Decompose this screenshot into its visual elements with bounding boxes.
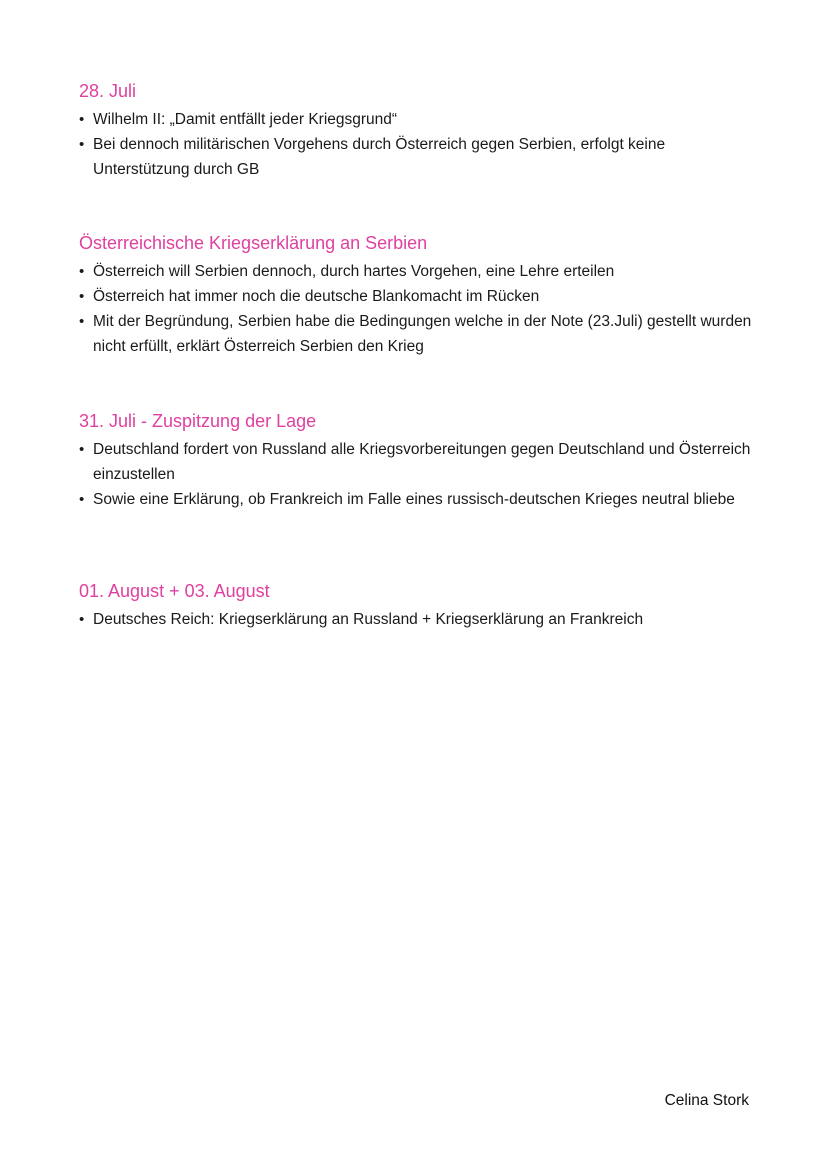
bullet-list xyxy=(79,107,759,182)
bullet-icon: • xyxy=(79,611,85,628)
list-item-text: Österreich will Serbien dennoch, durch hartes Vorgehen, eine Lehre erteilen xyxy=(93,263,615,280)
section-heading: 31. Juli - Zuspitzung der Lage xyxy=(79,411,317,431)
bullet-list xyxy=(79,259,759,359)
list-item-text: Österreich hat immer noch die deutsche Blankomacht im Rücken xyxy=(93,288,540,305)
bullet-icon: • xyxy=(79,491,85,508)
list-item xyxy=(79,107,759,132)
section-heading: 28. Juli xyxy=(79,81,137,101)
list-item-text: Deutschland fordert von Russland alle Kriegsvorbereitungen gegen Deutschland und Österreich einzustellen xyxy=(93,441,751,483)
section-heading: 01. August + 03. August xyxy=(79,581,270,601)
section-28-juli xyxy=(79,79,759,182)
list-item xyxy=(79,132,759,182)
list-item xyxy=(79,259,759,284)
section-31-juli xyxy=(79,409,759,512)
list-item xyxy=(79,309,759,359)
list-item-text: Wilhelm II: „Damit entfällt jeder Kriegsgrund“ xyxy=(93,111,398,128)
list-item-text: Sowie eine Erklärung, ob Frankreich im Falle eines russisch-deutschen Krieges neutral bliebe xyxy=(93,491,735,508)
list-item xyxy=(79,284,759,309)
list-item xyxy=(79,437,759,487)
section-kriegserklaerung-serbien xyxy=(79,231,759,359)
list-item-text: Deutsches Reich: Kriegserklärung an Russland + Kriegserklärung an Frankreich xyxy=(93,611,644,628)
bullet-icon: • xyxy=(79,136,85,153)
bullet-list xyxy=(79,437,759,512)
list-item xyxy=(79,607,759,632)
list-item-text: Mit der Begründung, Serbien habe die Bedingungen welche in der Note (23.Juli) gestellt wurden nicht erfüllt, erklärt Österreich Serbien den Krieg xyxy=(93,313,752,355)
list-item-text: Bei dennoch militärischen Vorgehens durch Österreich gegen Serbien, erfolgt keine Unterstützung durch GB xyxy=(93,136,666,178)
bullet-icon: • xyxy=(79,441,85,458)
section-heading: Österreichische Kriegserklärung an Serbien xyxy=(79,233,428,253)
bullet-icon: • xyxy=(79,263,85,280)
bullet-list xyxy=(79,607,759,632)
bullet-icon: • xyxy=(79,313,85,330)
author-name: Celina Stork xyxy=(664,1092,749,1109)
section-august xyxy=(79,579,759,632)
list-item xyxy=(79,487,759,512)
bullet-icon: • xyxy=(79,288,85,305)
bullet-icon: • xyxy=(79,111,85,128)
